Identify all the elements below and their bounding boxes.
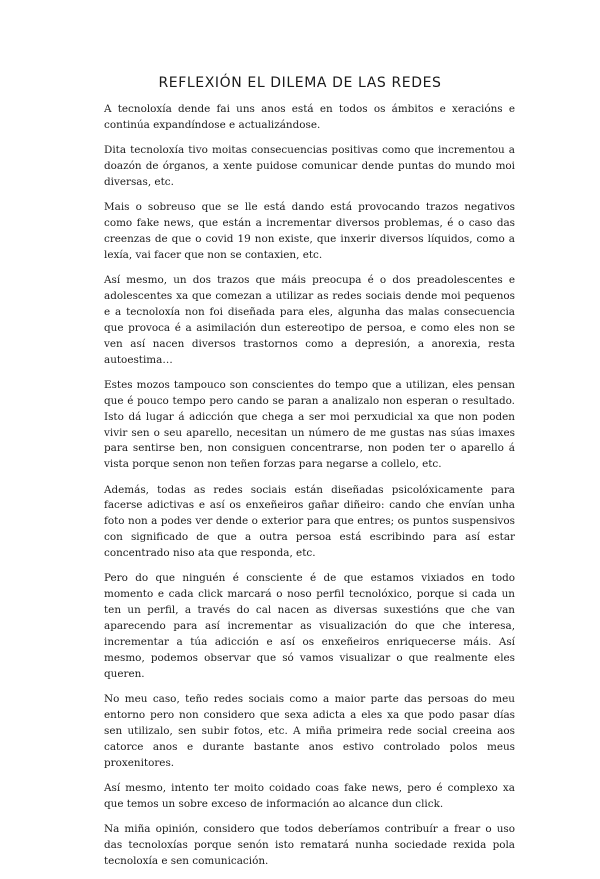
paragraph-4: Así mesmo, un dos trazos que máis preocupa é o dos preadolescentes e adolescentes xa que comezan a utilizar as redes sociais dende moi pequenos e a tecnoloxía non foi diseñada para eles, algunha das malas consecuencia que provoca é a asimilación dun estereotipo de persoa, e como eles non se ven así nacen diversos trastornos como a depresión, a anorexia, resta autoestima… [104, 274, 515, 366]
paragraph-2: Dita tecnoloxía tivo moitas consecuencias positivas como que incrementou a doazón de órganos, a xente puidose comunicar dende puntas do mundo moi diversas, etc. [104, 144, 515, 188]
paragraph-1: A tecnoloxía dende fai uns anos está en todos os ámbitos e xeracións e continúa expandíndose e actualizándose. [104, 103, 515, 131]
paragraph-9: Así mesmo, intento ter moito coidado coas fake news, pero é complexo xa que temos un sobre exceso de información ao alcance dun click. [104, 781, 515, 810]
paragraph-7: Pero do que ninguén é consciente é de que estamos vixiados en todo momento e cada click marcará o noso perfil tecnolóxico, porque si cada un ten un perfil, a través do cal nacen as diversas suxestións que che van aparecendo para así incrementar as visualización do que che interesa, incrementar a túa adicción e así os enxeñeiros enriquecerse máis. Así mesmo, podemos observar que só vamos visualizar o que realmente eles queren. [104, 572, 515, 680]
document-title: REFLEXIÓN EL DILEMA DE LAS REDES [158, 75, 442, 91]
paragraph-5: Estes mozos tampouco son conscientes do tempo que a utilizan, eles pensan que é pouco tempo pero cando se paran a analizalo non esperan o resultado. Isto dá lugar á adicción que chega a ser moi perxudicial xa que non poden vivir sen o seu aparello, necesitan un número de me gustas nas súas imaxes para sentirse ben, non consiguen concentrarse, non poden ter o aparello á vista porque senon non teñen forzas para negarse a collelo, etc. [104, 378, 515, 471]
paragraph-3: Mais o sobreuso que se lle está dando está provocando trazos negativos como fake news, que están a incrementar diversos problemas, é o caso das creenzas de que o covid 19 non existe, que inxerir diversos líquidos, como a lexía, vai facer que non se contaxien, etc. [104, 201, 515, 261]
document-body [104, 102, 515, 879]
paragraph-8: No meu caso, teño redes sociais como a maior parte das persoas do meu entorno pero non considero que sexa adicta a eles xa que podo pasar días sen utilizalo, sen subir fotos, etc. A miña primeira rede social creeina aos catorce anos e durante bastante anos estivo controlado polos meus proxenitores. [104, 692, 515, 769]
paragraph-10: Na miña opinión, considero que todos deberíamos contribuír a frear o uso das tecnoloxías porque senón isto rematará nunha sociedade rexida pola tecnoloxía e sen comunicación. [104, 822, 515, 867]
paragraph-6: Además, todas as redes sociais están diseñadas psicolóxicamente para facerse adictivas e así os enxeñeiros gañar diñeiro: cando che envían unha foto non a podes ver dende o exterior para que entres; os puntos suspensivos con significado de que a outra persoa está escribindo para así estar concentrado niso ata que responda, etc. [104, 483, 515, 560]
